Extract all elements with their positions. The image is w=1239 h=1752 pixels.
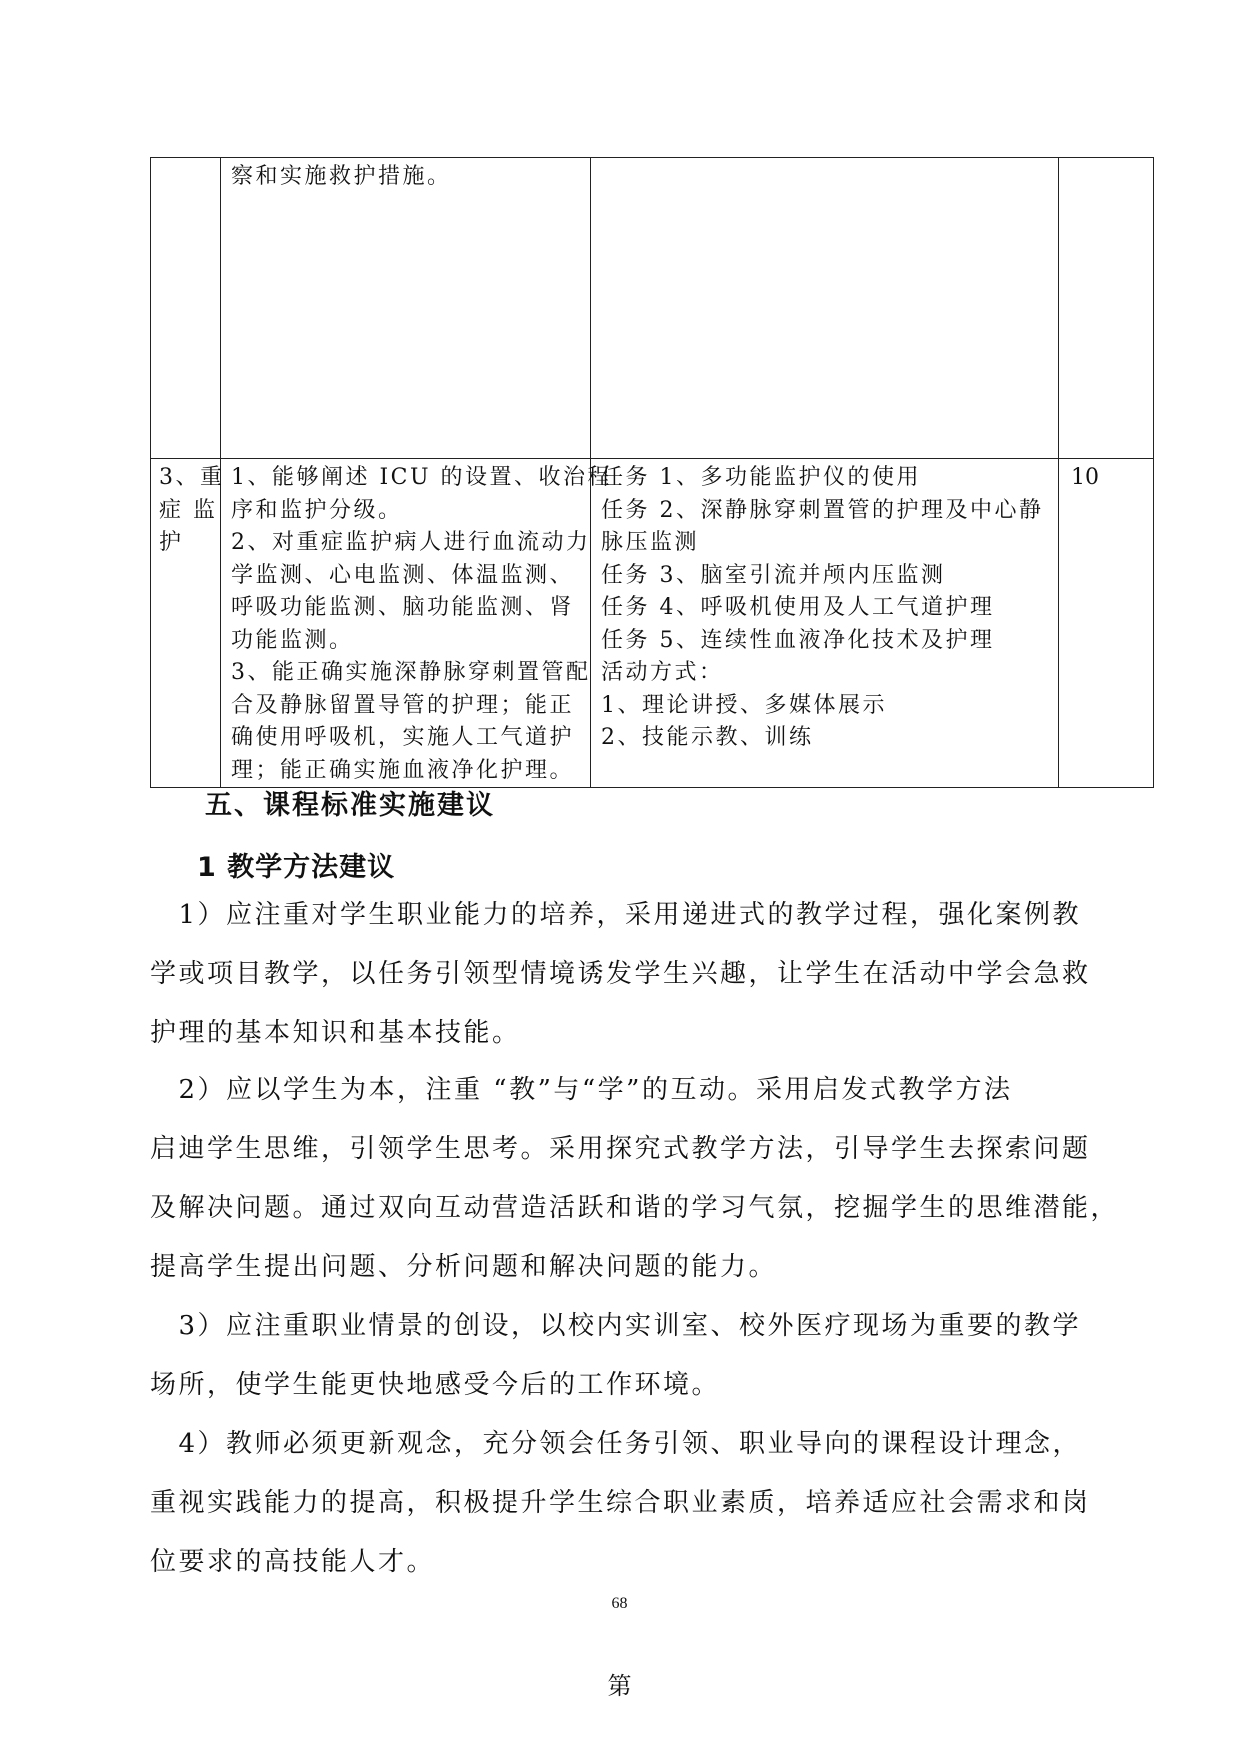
paragraph-line: 提高学生提出问题、分析问题和解决问题的能力。 <box>150 1252 778 1282</box>
content-line: 任务 4、呼吸机使用及人工气道护理 <box>601 595 995 620</box>
paragraph-line: 重视实践能力的提高，积极提升学生综合职业素质，培养适应社会需求和岗 <box>150 1488 1091 1518</box>
content-line: 脉压监测 <box>601 530 700 555</box>
paragraph-line: 4）教师必须更新观念，充分领会任务引领、职业导向的课程设计理念， <box>150 1429 1082 1459</box>
paragraph-line: 学或项目教学，以任务引领型情境诱发学生兴趣，让学生在活动中学会急救 <box>150 959 1091 989</box>
paragraph-line: 启迪学生思维，引领学生思考。采用探究式教学方法，引导学生去探索问题 <box>150 1134 1091 1164</box>
module-line: 症 监 <box>159 497 218 523</box>
objectives-line: 合及静脉留置导管的护理；能正 <box>231 692 575 718</box>
module-line: 护 <box>159 530 184 555</box>
section-heading: 五、课程标准实施建议 <box>205 790 495 821</box>
objectives-cell <box>221 158 591 459</box>
paragraph-line: 2）应以学生为本，注重 “教”与“学”的互动。采用启发式教学方法 <box>150 1075 1013 1105</box>
content-line: 任务 3、脑室引流并颅内压监测 <box>601 562 946 588</box>
module-cell <box>151 158 221 459</box>
objectives-cell <box>221 459 613 788</box>
objectives-line: 3、能正确实施深静脉穿刺置管配 <box>231 660 591 685</box>
paragraph-line: 3）应注重职业情景的创设，以校内实训室、校外医疗现场为重要的教学 <box>150 1311 1082 1341</box>
objectives-line: 察和实施救护措施。 <box>231 164 452 189</box>
content-line: 1、理论讲授、多媒体展示 <box>601 692 887 718</box>
module-cell <box>151 459 225 788</box>
footer-text: 第 <box>607 1672 632 1700</box>
course-content-table <box>150 157 1154 788</box>
paragraph-line: 位要求的高技能人才。 <box>150 1547 436 1577</box>
paragraph-2 <box>150 1061 1120 1297</box>
table-row <box>151 459 1154 788</box>
objectives-line: 理；能正确实施血液净化护理。 <box>231 757 575 783</box>
paragraph-line: 场所，使学生能更快地感受今后的工作环境。 <box>150 1370 721 1400</box>
module-line: 3、重 <box>159 465 225 490</box>
table-row <box>151 158 1154 459</box>
paragraph-line: 及解决问题。通过双向互动营造活跃和谐的学习气氛，挖掘学生的思维潜能， <box>150 1193 1120 1223</box>
content-line: 任务 5、连续性血液净化技术及护理 <box>601 627 995 653</box>
paragraph-1 <box>150 886 1090 1063</box>
content-cell <box>591 158 1059 459</box>
objectives-line: 呼吸功能监测、脑功能监测、肾 <box>231 595 575 620</box>
subheading: 1 教学方法建议 <box>197 852 396 883</box>
paragraph-4 <box>150 1415 1090 1592</box>
paragraph-3 <box>150 1297 1090 1415</box>
content-line: 2、技能示教、训练 <box>601 725 814 750</box>
content-line: 任务 1、多功能监护仪的使用 <box>601 465 921 490</box>
hours-cell <box>1059 459 1154 788</box>
content-cell <box>591 459 1059 788</box>
objectives-line: 1、能够阐述 ICU 的设置、收治程 <box>231 465 613 490</box>
content-line: 活动方式： <box>601 660 724 685</box>
paragraph-line: 护理的基本知识和基本技能。 <box>150 1018 521 1048</box>
content-line: 任务 2、深静脉穿刺置管的护理及中心静 <box>601 497 1044 523</box>
objectives-line: 功能监测。 <box>231 627 354 653</box>
hours-value: 10 <box>1071 465 1099 490</box>
objectives-line: 2、对重症监护病人进行血流动力 <box>231 530 591 555</box>
objectives-line: 学监测、心电监测、体温监测、 <box>231 562 575 588</box>
page-number: 68 <box>611 1595 628 1612</box>
objectives-line: 序和监护分级。 <box>231 497 403 523</box>
objectives-line: 确使用呼吸机，实施人工气道护 <box>231 725 575 750</box>
hours-cell <box>1059 158 1154 459</box>
paragraph-line: 1）应注重对学生职业能力的培养，采用递进式的教学过程，强化案例教 <box>150 900 1082 930</box>
